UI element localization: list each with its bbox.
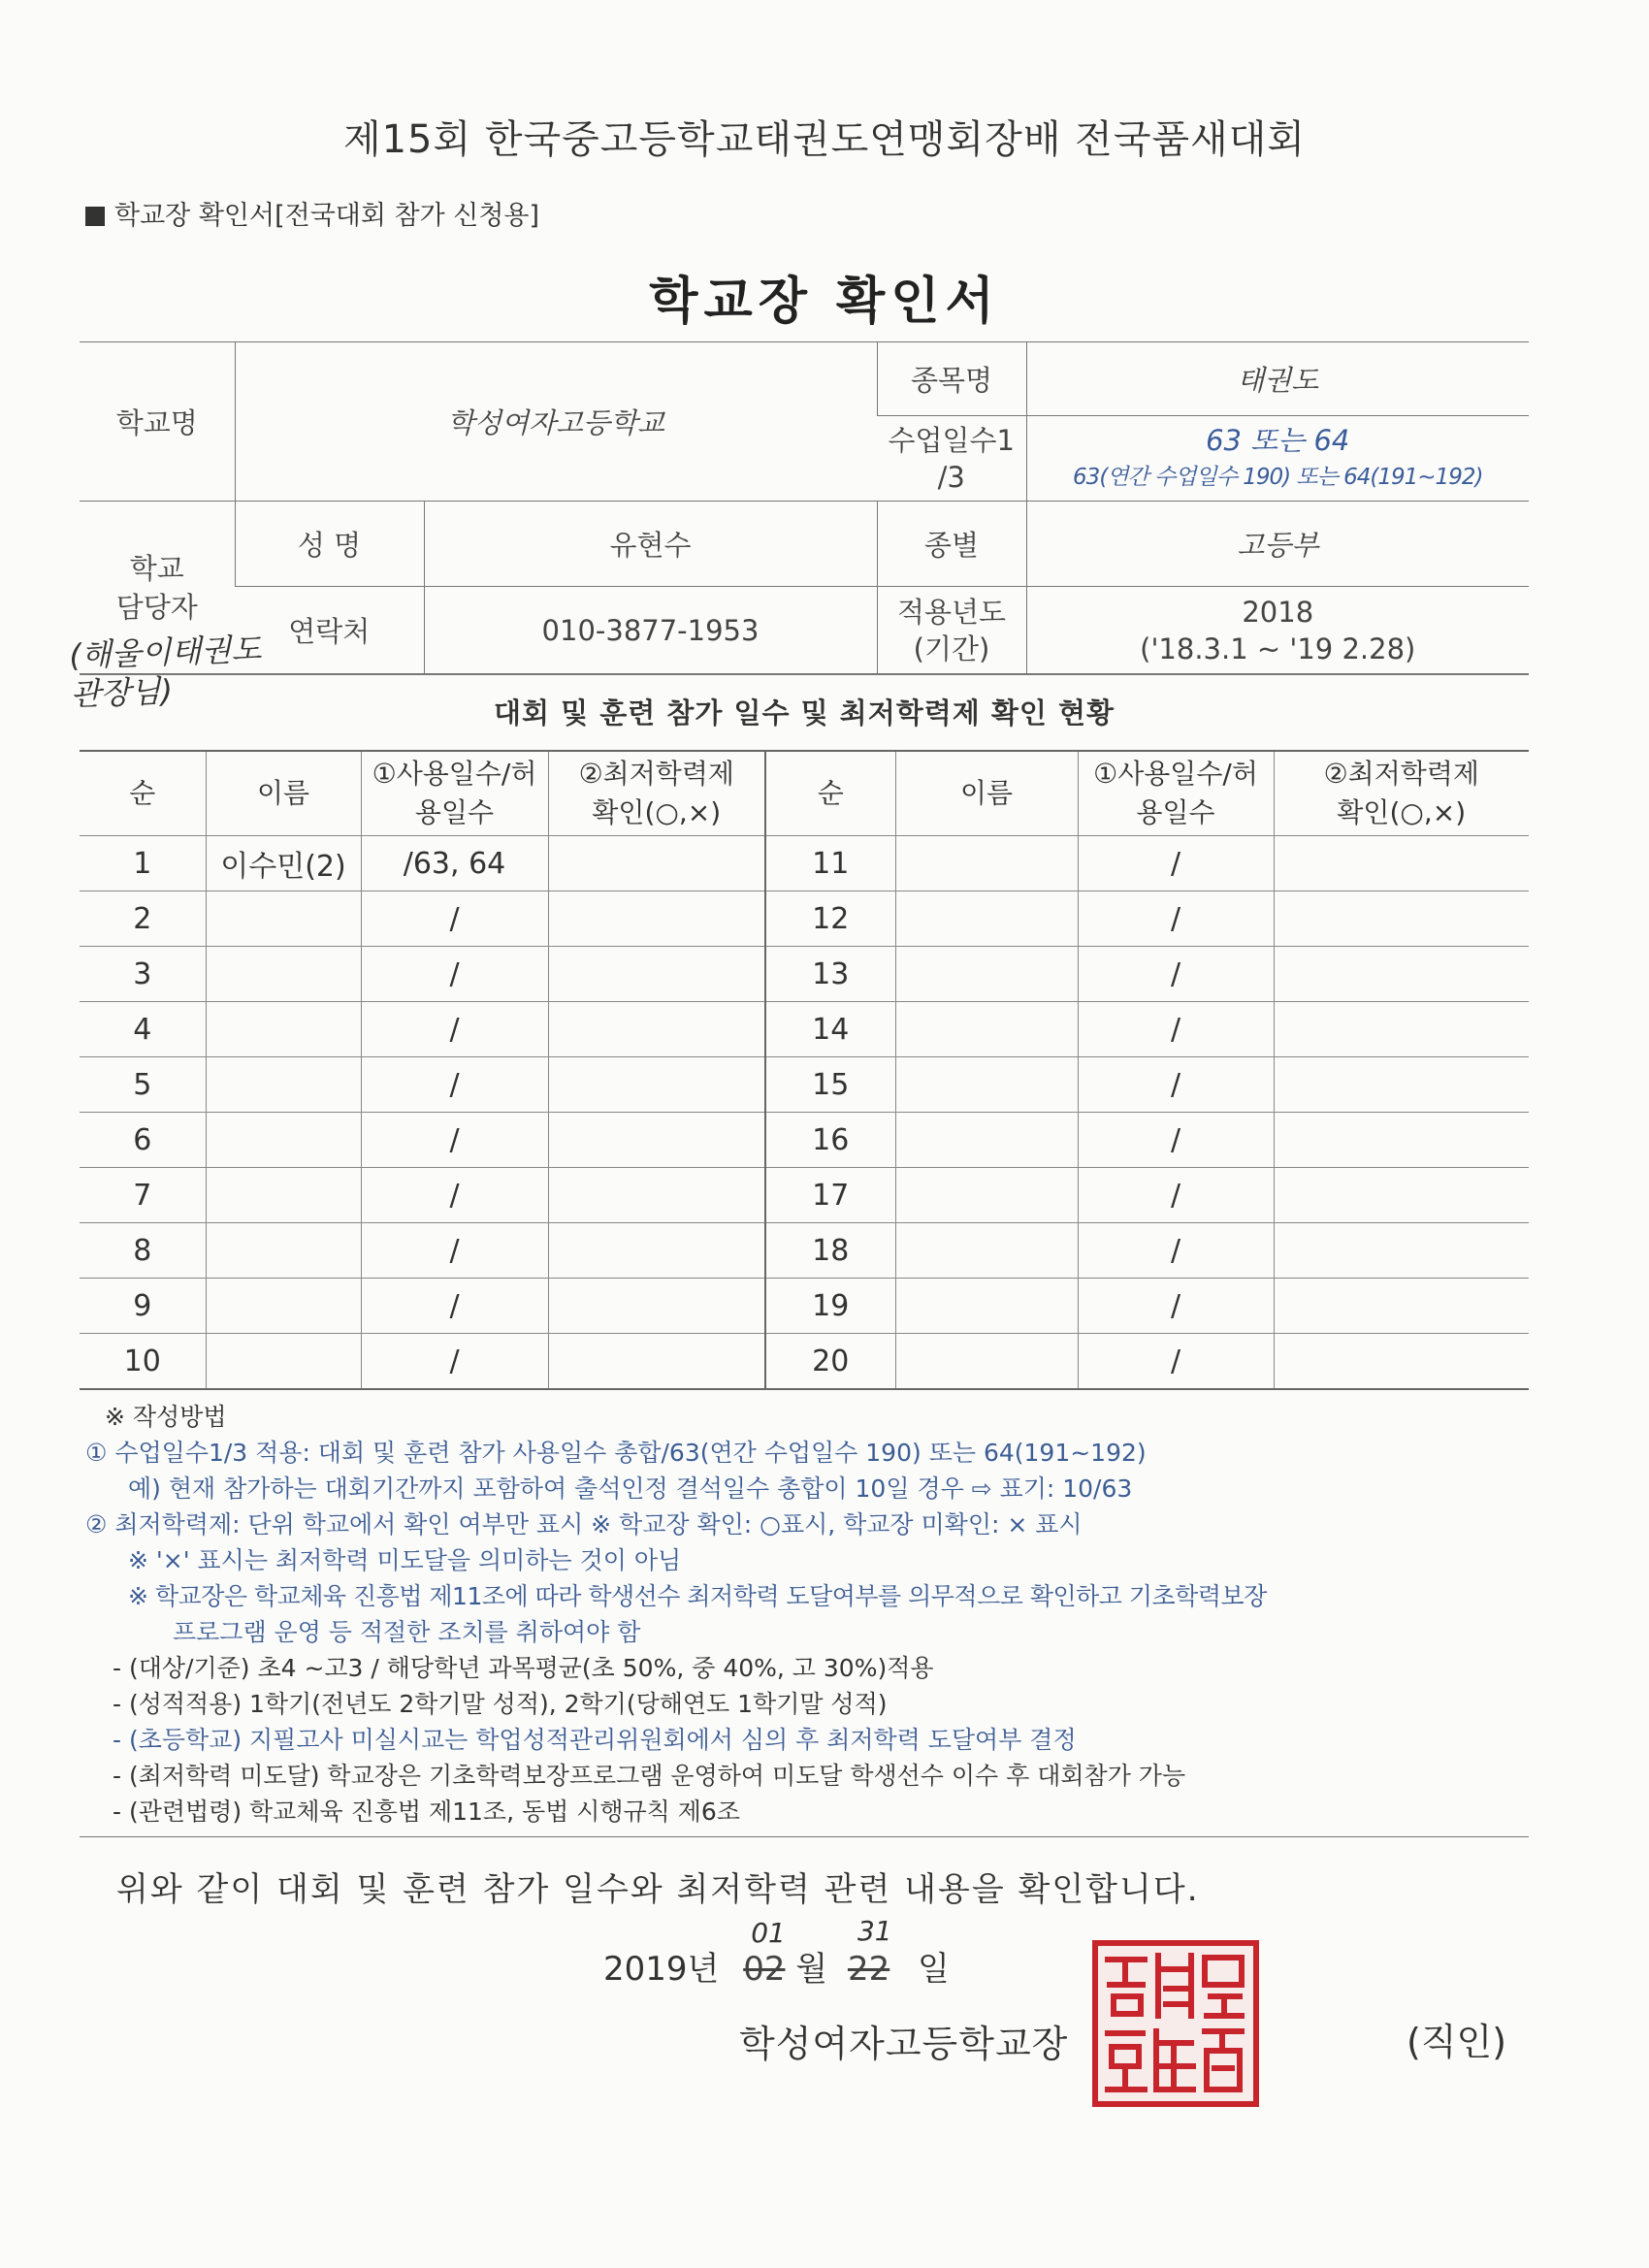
year-label bbox=[877, 587, 1026, 674]
row-name-left bbox=[206, 1168, 361, 1223]
school-principal-sign: 학성여자고등학교장 bbox=[739, 2023, 1069, 2065]
roster-row bbox=[80, 836, 1529, 891]
row-name-left bbox=[206, 1057, 361, 1113]
row-no-right: 14 bbox=[765, 1002, 895, 1057]
confirm-statement: 위와 같이 대회 및 훈련 참가 일수와 최저학력 관련 내용을 확인합니다. bbox=[116, 1870, 1200, 1909]
form-label-text: 학교장 확인서[전국대회 참가 신청용] bbox=[114, 201, 540, 231]
divider-line bbox=[80, 1836, 1529, 1837]
note-line: 프로그램 운영 등 적절한 조치를 취하여야 함 bbox=[173, 1618, 641, 1646]
row-name-left bbox=[206, 947, 361, 1002]
header-check-line2-r: 확인(○,×) bbox=[1337, 796, 1467, 828]
row-check-right bbox=[1274, 891, 1529, 947]
row-no-left: 4 bbox=[80, 1002, 206, 1057]
date-day-struck: 22 bbox=[847, 1950, 890, 1989]
date-month-struck: 02 bbox=[743, 1950, 786, 1989]
note-line: ① 수업일수1/3 적용: 대회 및 훈련 참가 사용일수 총합/63(연간 수업일수 190) 또는 64(191~192) bbox=[85, 1439, 1147, 1467]
row-days-left: / bbox=[361, 947, 548, 1002]
row-no-left: 7 bbox=[80, 1168, 206, 1223]
row-name-right bbox=[895, 1334, 1078, 1390]
sign-date bbox=[603, 1915, 950, 1990]
row-days-right: / bbox=[1078, 1002, 1274, 1057]
row-no-right: 13 bbox=[765, 947, 895, 1002]
row-check-left bbox=[548, 1223, 765, 1279]
roster-row bbox=[80, 947, 1529, 1002]
row-days-left: / bbox=[361, 1334, 548, 1390]
row-check-left bbox=[548, 947, 765, 1002]
roster-row bbox=[80, 1334, 1529, 1390]
contact-group-line2: 담당자 bbox=[115, 590, 198, 624]
row-no-right: 16 bbox=[765, 1113, 895, 1168]
note-line: ② 최저학력제: 단위 학교에서 확인 여부만 표시 ※ 학교장 확인: ○표시, 학교장 미확인: × 표시 bbox=[85, 1510, 1083, 1539]
row-name-left bbox=[206, 891, 361, 947]
row-check-left bbox=[548, 1057, 765, 1113]
row-days-left: /63, 64 bbox=[361, 836, 548, 891]
note-line: ※ 학교장은 학교체육 진흥법 제11조에 따라 학생선수 최저학력 도달여부를 의무적으로 확인하고 기초학력보장 bbox=[128, 1582, 1267, 1610]
row-name-right bbox=[895, 947, 1078, 1002]
date-year: 2019년 bbox=[603, 1950, 720, 1989]
days-value-line1: 63 또는 64 bbox=[1206, 423, 1350, 457]
row-name-right bbox=[895, 1168, 1078, 1223]
note-line: - (대상/기준) 초4 ~고3 / 해당학년 과목평균(초 50%, 중 40%, 고 30%)적용 bbox=[113, 1654, 934, 1682]
row-no-left: 6 bbox=[80, 1113, 206, 1168]
roster-row bbox=[80, 1223, 1529, 1279]
header-no-right: 순 bbox=[765, 751, 895, 836]
name-value: 유현수 bbox=[424, 502, 877, 587]
row-days-left: / bbox=[361, 1113, 548, 1168]
days-value-line2: 63(연간 수업일수 190) 또는 64(191~192) bbox=[1073, 464, 1483, 490]
roster-row bbox=[80, 1168, 1529, 1223]
header-check-line1-r: ②최저학력제 bbox=[1323, 758, 1479, 790]
row-no-left: 1 bbox=[80, 836, 206, 891]
division-label: 종별 bbox=[877, 502, 1026, 587]
roster-row bbox=[80, 1113, 1529, 1168]
note-line: 예) 현재 참가하는 대회기간까지 포함하여 출석인정 결석일수 총합이 10일 경우 ⇨ 표기: 10/63 bbox=[128, 1474, 1133, 1503]
row-name-right bbox=[895, 1223, 1078, 1279]
notes-title: ※ 작성방법 bbox=[105, 1403, 227, 1431]
row-no-left: 9 bbox=[80, 1279, 206, 1334]
writing-instructions bbox=[85, 1399, 1540, 1830]
period-value: ('18.3.1 ~ '19 2.28) bbox=[1140, 632, 1416, 665]
roster-row bbox=[80, 1002, 1529, 1057]
row-days-right: / bbox=[1078, 1279, 1274, 1334]
official-seal-stamp bbox=[1092, 1940, 1259, 2107]
date-day-label: 일 bbox=[918, 1950, 950, 1989]
row-no-left: 8 bbox=[80, 1223, 206, 1279]
row-no-right: 11 bbox=[765, 836, 895, 891]
header-name-left: 이름 bbox=[206, 751, 361, 836]
days-label-line2: /3 bbox=[937, 460, 965, 494]
row-days-right: / bbox=[1078, 1057, 1274, 1113]
header-days-line2-r: 용일수 bbox=[1136, 796, 1215, 828]
row-days-left: / bbox=[361, 1002, 548, 1057]
roster-table bbox=[80, 750, 1529, 1390]
note-line: - (성적적용) 1학기(전년도 2학기말 성적), 2학기(당해연도 1학기말 성적) bbox=[113, 1690, 888, 1718]
header-days-line1-r: ①사용일수/허 bbox=[1093, 758, 1258, 790]
row-days-right: / bbox=[1078, 1168, 1274, 1223]
days-label-line1: 수업일수1 bbox=[888, 423, 1015, 457]
row-days-left: / bbox=[361, 891, 548, 947]
row-no-left: 10 bbox=[80, 1334, 206, 1390]
note-line: ※ '×' 표시는 최저학력 미도달을 의미하는 것이 아님 bbox=[128, 1546, 682, 1574]
date-day bbox=[847, 1915, 892, 1989]
year-value-line1: 2018 bbox=[1242, 595, 1314, 629]
row-no-right: 20 bbox=[765, 1334, 895, 1390]
row-check-left bbox=[548, 1002, 765, 1057]
row-check-right bbox=[1274, 1168, 1529, 1223]
year-label-line2: (기간) bbox=[913, 632, 990, 665]
contact-group-line1: 학교 bbox=[129, 551, 184, 585]
row-name-right bbox=[895, 836, 1078, 891]
row-name-right bbox=[895, 1002, 1078, 1057]
row-days-right: / bbox=[1078, 1223, 1274, 1279]
row-name-right bbox=[895, 1057, 1078, 1113]
date-month-handwritten: 01 bbox=[751, 1917, 786, 1949]
row-check-right bbox=[1274, 1113, 1529, 1168]
row-days-left: / bbox=[361, 1057, 548, 1113]
row-name-right bbox=[895, 1113, 1078, 1168]
year-label-line1: 적용년도 bbox=[896, 595, 1007, 629]
notes-lines bbox=[85, 1435, 1540, 1830]
row-no-right: 17 bbox=[765, 1168, 895, 1223]
row-name-left bbox=[206, 1113, 361, 1168]
phone-label: 연락처 bbox=[235, 587, 424, 674]
handwritten-note-line1: (해울이태권도 bbox=[68, 630, 262, 674]
row-days-left: / bbox=[361, 1279, 548, 1334]
row-no-left: 3 bbox=[80, 947, 206, 1002]
header-days-line1: ①사용일수/허 bbox=[372, 758, 537, 790]
row-no-right: 18 bbox=[765, 1223, 895, 1279]
header-days-left bbox=[361, 751, 548, 836]
row-days-right: / bbox=[1078, 891, 1274, 947]
row-days-left: / bbox=[361, 1168, 548, 1223]
row-name-left bbox=[206, 1279, 361, 1334]
header-no-left: 순 bbox=[80, 751, 206, 836]
doc-title: 학교장 확인서 bbox=[649, 273, 1000, 331]
row-no-left: 5 bbox=[80, 1057, 206, 1113]
row-days-right: / bbox=[1078, 836, 1274, 891]
row-check-left bbox=[548, 1334, 765, 1390]
section-title: 대회 및 훈련 참가 일수 및 최저학력제 확인 현황 bbox=[80, 674, 1529, 751]
row-days-right: / bbox=[1078, 1334, 1274, 1390]
header-days-line2: 용일수 bbox=[414, 796, 495, 828]
roster-row bbox=[80, 891, 1529, 947]
row-no-left: 2 bbox=[80, 891, 206, 947]
row-name-left: 이수민(2) bbox=[206, 836, 361, 891]
days-label bbox=[877, 416, 1026, 502]
form-label bbox=[85, 194, 539, 232]
event-title: 제15회 한국중고등학교태권도연맹회장배 전국품새대회 bbox=[342, 117, 1307, 162]
roster-header-row bbox=[80, 751, 1529, 836]
sport-label: 종목명 bbox=[877, 342, 1026, 416]
header-check-line1: ②최저학력제 bbox=[578, 758, 734, 790]
date-month bbox=[743, 1917, 786, 1989]
square-bullet-icon bbox=[85, 207, 105, 226]
row-check-left bbox=[548, 1279, 765, 1334]
row-check-left bbox=[548, 1113, 765, 1168]
row-check-right bbox=[1274, 1279, 1529, 1334]
days-value bbox=[1026, 416, 1529, 502]
seal-label: (직인) bbox=[1406, 2021, 1507, 2063]
row-name-right bbox=[895, 891, 1078, 947]
school-value: 학성여자고등학교 bbox=[235, 342, 877, 502]
header-check-left bbox=[548, 751, 765, 836]
row-check-right bbox=[1274, 1334, 1529, 1390]
row-check-right bbox=[1274, 836, 1529, 891]
row-check-right bbox=[1274, 947, 1529, 1002]
date-day-handwritten: 31 bbox=[857, 1915, 892, 1947]
note-line: - (최저학력 미도달) 학교장은 기초학력보장프로그램 운영하여 미도달 학생선수 이수 후 대회참가 가능 bbox=[113, 1762, 1186, 1790]
row-no-right: 19 bbox=[765, 1279, 895, 1334]
row-days-right: / bbox=[1078, 1113, 1274, 1168]
phone-value: 010-3877-1953 bbox=[424, 587, 877, 674]
note-line: - (초등학교) 지필고사 미실시교는 학업성적관리위원회에서 심의 후 최저학력 도달여부 결정 bbox=[113, 1726, 1077, 1754]
header-check-right bbox=[1274, 751, 1529, 836]
name-label: 성 명 bbox=[235, 502, 424, 587]
division-value: 고등부 bbox=[1026, 502, 1529, 587]
header-name-right: 이름 bbox=[895, 751, 1078, 836]
row-name-left bbox=[206, 1223, 361, 1279]
row-name-right bbox=[895, 1279, 1078, 1334]
row-no-right: 15 bbox=[765, 1057, 895, 1113]
info-table bbox=[80, 341, 1529, 674]
roster-row bbox=[80, 1279, 1529, 1334]
roster-body bbox=[80, 751, 1529, 1389]
header-check-line2: 확인(○,×) bbox=[592, 796, 722, 828]
row-check-right bbox=[1274, 1002, 1529, 1057]
row-check-left bbox=[548, 1168, 765, 1223]
date-month-label: 월 bbox=[795, 1950, 828, 1989]
handwritten-note-line2: 관장님) bbox=[70, 672, 174, 713]
sport-value: 태권도 bbox=[1026, 342, 1529, 416]
row-check-right bbox=[1274, 1057, 1529, 1113]
school-label: 학교명 bbox=[80, 342, 235, 502]
seal-icon bbox=[1098, 1946, 1253, 2101]
row-days-right: / bbox=[1078, 947, 1274, 1002]
row-no-right: 12 bbox=[765, 891, 895, 947]
header-days-right bbox=[1078, 751, 1274, 836]
roster-row bbox=[80, 1057, 1529, 1113]
row-name-left bbox=[206, 1002, 361, 1057]
row-days-left: / bbox=[361, 1223, 548, 1279]
row-check-left bbox=[548, 836, 765, 891]
note-line: - (관련법령) 학교체육 진흥법 제11조, 동법 시행규칙 제6조 bbox=[113, 1798, 740, 1826]
row-name-left bbox=[206, 1334, 361, 1390]
year-value bbox=[1026, 587, 1529, 674]
row-check-right bbox=[1274, 1223, 1529, 1279]
row-check-left bbox=[548, 891, 765, 947]
